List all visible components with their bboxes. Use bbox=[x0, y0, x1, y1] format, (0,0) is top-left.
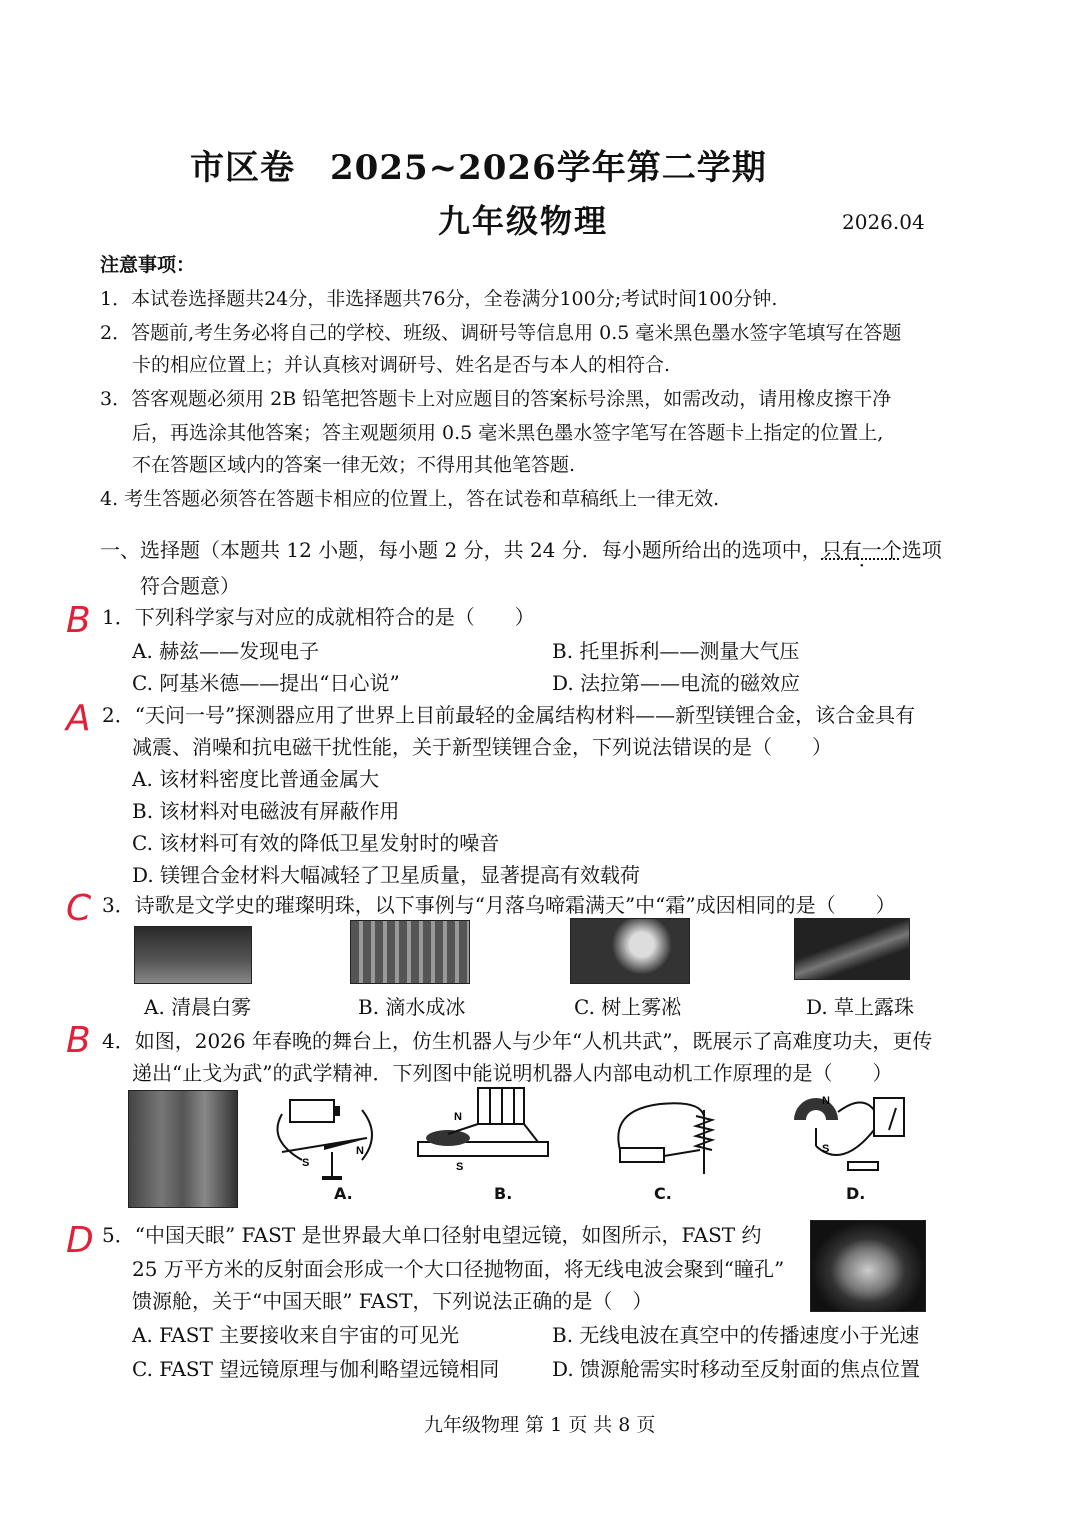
note-line: 2．答题前,考生务必将自己的学校、班级、调研号等信息用 0.5 毫米黑色墨水签字笔填写在答题 bbox=[100, 322, 902, 344]
q4-option-a: A. bbox=[334, 1184, 353, 1203]
q2-option-c: C. 该材料可有效的降低卫星发射时的噪音 bbox=[132, 831, 500, 855]
q2-stem: 2．“天问一号”探测器应用了世界上目前最轻的金属结构材料——新型镁锂合金，该合金具有 bbox=[102, 703, 916, 727]
q5-stem-cont: 25 万平方米的反射面会形成一个大口径抛物面，将无线电波会聚到“瞳孔” bbox=[132, 1257, 785, 1281]
q3-option-c: C. 树上雾凇 bbox=[574, 995, 682, 1019]
robot-performance-photo bbox=[128, 1090, 238, 1208]
icicle-photo bbox=[350, 920, 470, 984]
exam-title: 市区卷 2025~2026学年第二学期 bbox=[190, 148, 767, 188]
q5-option-b: B. 无线电波在真空中的传播速度小于光速 bbox=[552, 1323, 920, 1347]
q4-stem: 4．如图，2026 年春晚的舞台上，仿生机器人与少年“人机共武”，既展示了高难度功夫，更传 bbox=[102, 1029, 933, 1053]
q2-stem-cont: 减震、消噪和抗电磁干扰性能，关于新型镁锂合金，下列说法错误的是（ ） bbox=[132, 735, 832, 759]
answer-mark: D bbox=[66, 1220, 94, 1261]
section-heading-end: 选项 bbox=[901, 538, 942, 562]
q3-stem: 3．诗歌是文学史的璀璨明珠，以下事例与“月落乌啼霜满天”中“霜”成因相同的是（ ） bbox=[102, 893, 896, 917]
q1-option-d: D. 法拉第——电流的磁效应 bbox=[552, 671, 801, 695]
electromagnet-diagram bbox=[600, 1090, 720, 1180]
compass-circuit-diagram bbox=[262, 1090, 392, 1190]
q5-option-d: D. 馈源舱需实时移动至反射面的焦点位置 bbox=[552, 1357, 921, 1381]
pole-label: N bbox=[454, 1111, 462, 1123]
q2-option-a: A. 该材料密度比普通金属大 bbox=[132, 767, 380, 791]
section-heading bbox=[100, 534, 942, 563]
galvanometer-diagram bbox=[782, 1090, 912, 1180]
section-emphasis: 只有一个 bbox=[821, 538, 902, 562]
answer-mark: B bbox=[66, 1020, 91, 1061]
notes-heading: 注意事项： bbox=[100, 254, 196, 276]
pole-label: N bbox=[356, 1145, 364, 1157]
answer-mark: C bbox=[66, 888, 92, 929]
q1-option-a: A. 赫兹——发现电子 bbox=[132, 639, 320, 663]
pole-label: N bbox=[822, 1095, 830, 1107]
page-footer: 九年级物理 第 1 页 共 8 页 bbox=[424, 1414, 656, 1436]
q4-option-d: D. bbox=[846, 1184, 866, 1203]
q2-option-d: D. 镁锂合金材料大幅减轻了卫星质量，显著提高有效载荷 bbox=[132, 863, 641, 887]
section-heading-text: 一、选择题（本题共 12 小题，每小题 2 分，共 24 分．每小题所给出的选项中， bbox=[100, 538, 822, 562]
fog-photo bbox=[134, 926, 252, 984]
q1-stem: 1．下列科学家与对应的成就相符合的是（ ） bbox=[102, 605, 535, 629]
rime-photo bbox=[570, 918, 690, 984]
q1-option-b: B. 托里拆利——测量大气压 bbox=[552, 639, 800, 663]
q5-option-c: C. FAST 望远镜原理与伽利略望远镜相同 bbox=[132, 1357, 500, 1381]
note-line: 3．答客观题必须用 2B 铅笔把答题卡上对应题目的答案标号涂黑，如需改动，请用橡皮擦干净 bbox=[100, 388, 892, 410]
note-line: 不在答题区域内的答案一律无效；不得用其他笔答题. bbox=[132, 454, 576, 476]
note-line: 后，再选涂其他答案；答主观题须用 0.5 毫米黑色墨水签字笔写在答题卡上指定的位置上, bbox=[132, 422, 884, 444]
q2-option-b: B. 该材料对电磁波有屏蔽作用 bbox=[132, 799, 400, 823]
note-line: 1．本试卷选择题共24分，非选择题共76分，全卷满分100分;考试时间100分钟. bbox=[100, 288, 778, 310]
exam-date: 2026.04 bbox=[842, 210, 925, 234]
q5-option-a: A. FAST 主要接收来自宇宙的可见光 bbox=[132, 1323, 460, 1347]
q5-stem: 5．“中国天眼” FAST 是世界最大单口径射电望远镜，如图所示，FAST 约 bbox=[102, 1223, 762, 1247]
section-heading-line2: 符合题意） bbox=[140, 574, 240, 598]
note-line: 4. 考生答题必须答在答题卡相应的位置上，答在试卷和草稿纸上一律无效. bbox=[100, 488, 720, 510]
answer-mark: B bbox=[66, 600, 91, 641]
q3-option-b: B. 滴水成冰 bbox=[358, 995, 466, 1019]
q3-option-a: A. 清晨白雾 bbox=[144, 995, 252, 1019]
rail-motor-diagram bbox=[408, 1084, 558, 1184]
q1-option-c: C. 阿基米德——提出“日心说” bbox=[132, 671, 400, 695]
pole-label: S bbox=[302, 1157, 310, 1169]
q4-stem-cont: 递出“止戈为武”的武学精神．下列图中能说明机器人内部电动机工作原理的是（ ） bbox=[132, 1061, 893, 1085]
note-line: 卡的相应位置上；并认真核对调研号、姓名是否与本人的相符合. bbox=[132, 354, 671, 376]
pole-label: S bbox=[456, 1161, 464, 1173]
exam-subject: 九年级物理 bbox=[438, 202, 609, 240]
q4-option-b: B. bbox=[494, 1184, 513, 1203]
q3-option-d: D. 草上露珠 bbox=[806, 995, 915, 1019]
fast-telescope-photo bbox=[810, 1220, 926, 1312]
q5-stem-cont: 馈源舱，关于“中国天眼” FAST，下列说法正确的是（ ） bbox=[132, 1289, 653, 1313]
q4-option-c: C. bbox=[654, 1184, 672, 1203]
pole-label: S bbox=[822, 1143, 830, 1155]
dew-photo bbox=[794, 918, 910, 980]
answer-mark: A bbox=[66, 698, 91, 739]
